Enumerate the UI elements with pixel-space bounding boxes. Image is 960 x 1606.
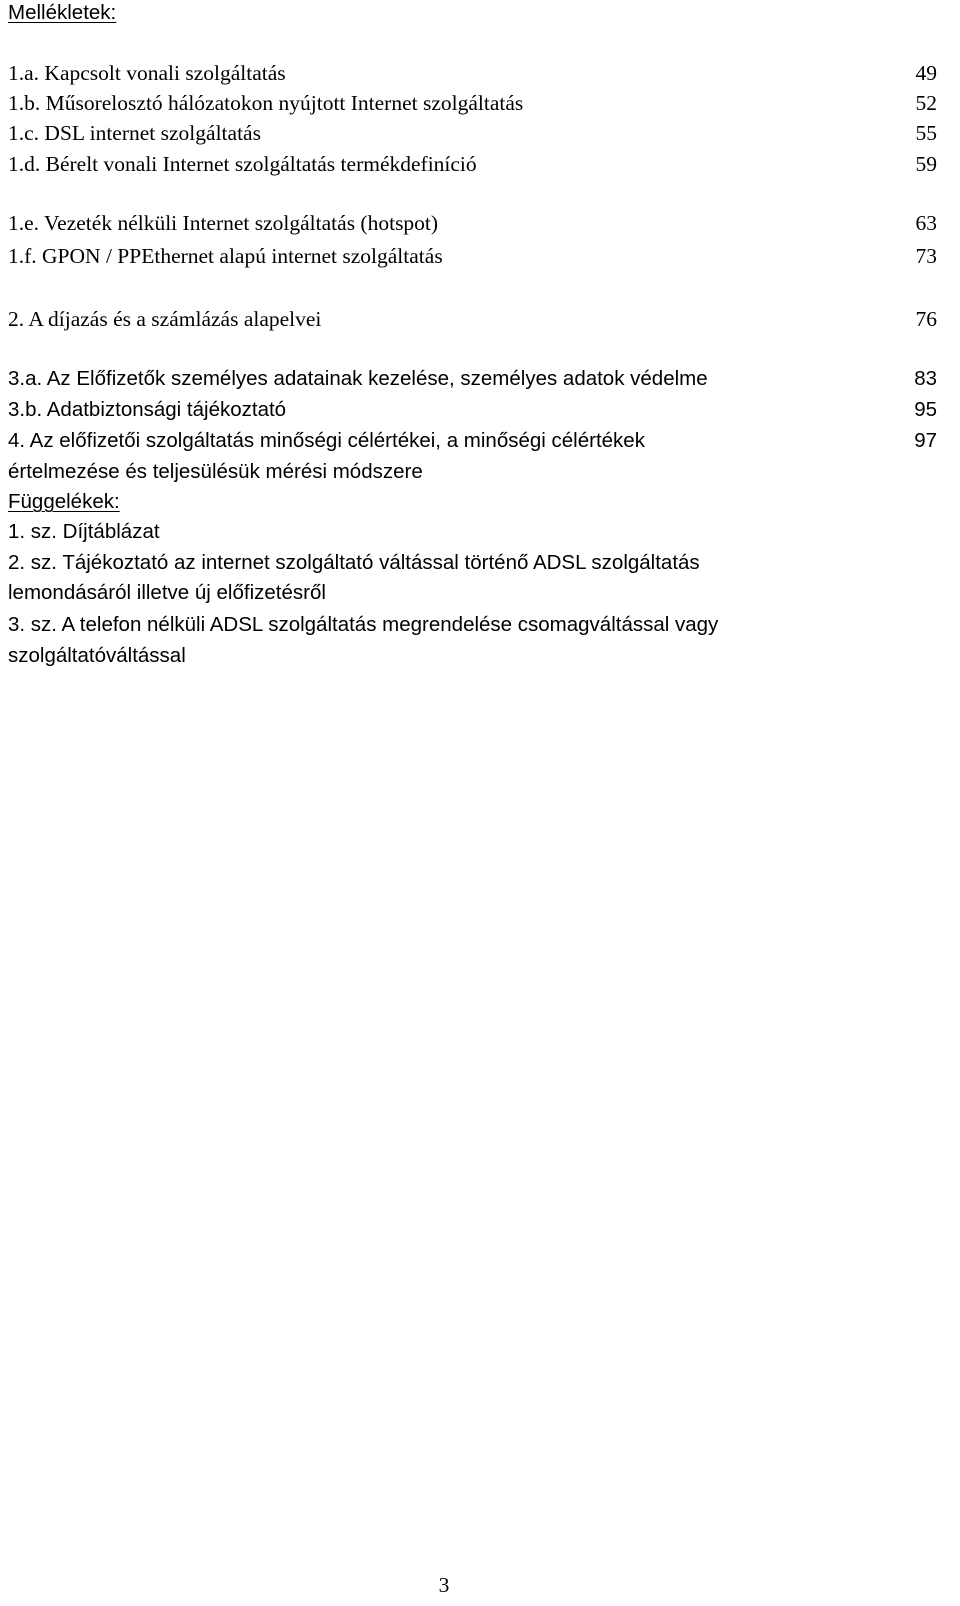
toc-page-1e: 63 xyxy=(915,211,937,235)
page-number: 3 xyxy=(438,1573,450,1597)
toc-entry-1f: 1.f. GPON / PPEthernet alapú internet szolgáltatás xyxy=(8,244,443,268)
appendix-item-2: 2. sz. Tájékoztató az internet szolgáltató váltással történő ADSL szolgáltatás xyxy=(8,551,700,574)
toc-page-2: 76 xyxy=(915,307,937,331)
toc-entry-1e: 1.e. Vezeték nélküli Internet szolgáltatás (hotspot) xyxy=(8,211,439,235)
toc-page-1a: 49 xyxy=(915,61,937,85)
toc-entry-1b: 1.b. Műsorelosztó hálózatokon nyújtott Internet szolgáltatás xyxy=(8,91,524,115)
toc-entry-2: 2. A díjazás és a számlázás alapelvei xyxy=(8,307,322,331)
annex-heading: Mellékletek: xyxy=(8,1,117,24)
appendix-item-3: 3. sz. A telefon nélküli ADSL szolgáltatás megrendelése csomagváltással vagy xyxy=(8,613,719,636)
toc-page-1f: 73 xyxy=(915,244,937,268)
toc-page-4: 97 xyxy=(914,429,937,452)
toc-entry-3a: 3.a. Az Előfizetők személyes adatainak kezelése, személyes adatok védelme xyxy=(8,367,708,390)
toc-entry-1c: 1.c. DSL internet szolgáltatás xyxy=(8,121,261,145)
appendix-heading: Függelékek: xyxy=(8,490,120,513)
appendix-item-1: 1. sz. Díjtáblázat xyxy=(8,520,160,543)
toc-page-1d: 59 xyxy=(915,152,937,176)
toc-entry-4-cont: értelmezése és teljesülésük mérési módszere xyxy=(8,460,423,483)
toc-page-1c: 55 xyxy=(915,121,937,145)
toc-page-3a: 83 xyxy=(914,367,937,390)
toc-page-3b: 95 xyxy=(914,398,937,421)
appendix-item-3-cont: szolgáltatóváltással xyxy=(8,644,186,667)
toc-entry-3b: 3.b. Adatbiztonsági tájékoztató xyxy=(8,398,287,421)
toc-entry-1d: 1.d. Bérelt vonali Internet szolgáltatás termékdefiníció xyxy=(8,152,477,176)
toc-entry-4: 4. Az előfizetői szolgáltatás minőségi célértékei, a minőségi célértékek xyxy=(8,429,645,452)
toc-entry-1a: 1.a. Kapcsolt vonali szolgáltatás xyxy=(8,61,286,85)
appendix-item-2-cont: lemondásáról illetve új előfizetésről xyxy=(8,581,326,604)
toc-page-1b: 52 xyxy=(915,91,937,115)
